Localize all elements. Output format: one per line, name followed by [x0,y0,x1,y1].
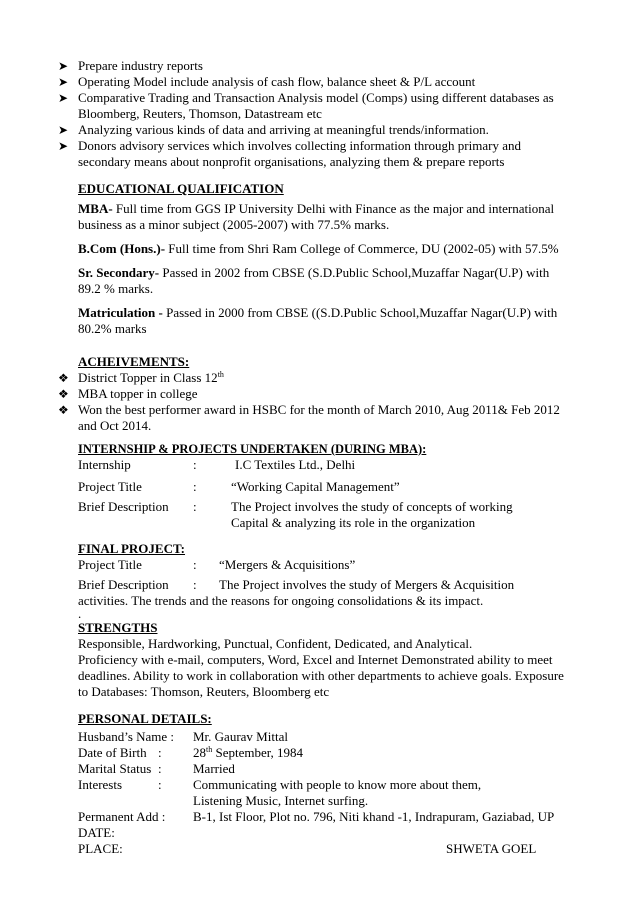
matriculation-line [78,305,557,321]
project-title-label: Project Title [78,557,142,572]
superscript: th [206,745,213,754]
list-item-continuation: secondary means about nonprofit organisations, analyzing them & prepare reports [78,154,505,169]
brief-description-label: Brief Description [78,577,169,592]
secondary-label: Sr. Secondary- [78,265,160,280]
brief-description-value: The Project involves the study of Mergers & Acquisition [219,577,515,592]
row-colon: : [158,745,162,760]
husband-name-label: Husband’s Name : [78,729,175,744]
row-value-continuation: Capital & analyzing its role in the organization [231,515,476,530]
list-item: Comparative Trading and Transaction Analysis model (Comps) using different databases as [78,90,554,105]
row-value: “Working Capital Management” [231,479,400,494]
list-item-continuation: and Oct 2014. [78,418,152,433]
matriculation-text: Passed in 2000 from CBSE ((S.D.Public School,Muzaffar Nagar(U.P) with [162,305,558,320]
diamond-bullet-icon: ❖ [58,403,69,417]
interests-label: Interests [78,777,123,792]
matriculation-line-2: 80.2% marks [78,321,147,336]
arrow-bullet-icon: ➤ [58,59,69,73]
permanent-address-label: Permanent Add : [78,809,166,824]
secondary-line [78,265,549,281]
personal-details-heading: PERSONAL DETAILS: [78,711,212,726]
strengths-line: to Databases: Thomson, Reuters, Bloomberg etc [78,684,330,699]
final-project-heading: FINAL PROJECT: [78,541,186,556]
education-heading: EDUCATIONAL QUALIFICATION [78,181,284,196]
arrow-bullet-icon: ➤ [58,91,69,105]
row-colon: : [158,761,162,776]
row-colon: : [158,777,162,792]
list-item [78,370,224,386]
dob-day: 28 [193,745,206,760]
list-item: Won the best performer award in HSBC for the month of March 2010, Aug 2011& Feb 2012 [78,402,560,417]
permanent-address-value: B-1, Ist Floor, Plot no. 796, Niti khand -1, Indrapuram, Gaziabad, UP [193,809,555,824]
row-colon: : [193,499,197,514]
diamond-bullet-icon: ❖ [58,387,69,401]
brief-description-continuation: activities. The trends and the reasons for ongoing consolidations & its impact. [78,593,484,608]
interests-value-continuation: Listening Music, Internet surfing. [193,793,369,808]
husband-name-value: Mr. Gaurav Mittal [193,729,288,744]
mba-label: MBA- [78,201,113,216]
row-colon: : [193,557,197,572]
strengths-line: Responsible, Hardworking, Punctual, Confident, Dedicated, and Analytical. [78,636,473,651]
superscript: th [217,370,224,379]
list-item-continuation: Bloomberg, Reuters, Thomson, Datastream etc [78,106,322,121]
strengths-line: Proficiency with e-mail, computers, Word, Excel and Internet Demonstrated ability to meet [78,652,553,667]
bcom-line [78,241,559,257]
achievements-heading: ACHEIVEMENTS: [78,354,190,369]
list-item: Analyzing various kinds of data and arriving at meaningful trends/information. [78,122,489,137]
list-item: Prepare industry reports [78,58,203,73]
list-item: Donors advisory services which involves collecting information through primary and [78,138,521,153]
secondary-text: Passed in 2002 from CBSE (S.D.Public School,Muzaffar Nagar(U.P) with [159,265,550,280]
arrow-bullet-icon: ➤ [58,75,69,89]
diamond-bullet-icon: ❖ [58,371,69,385]
row-label: Project Title [78,479,142,494]
strengths-line: deadlines. Ability to work in collaboration with other departments to achieve goals. Exposure [78,668,564,683]
place-label: PLACE: [78,841,123,856]
row-label: Internship [78,457,131,472]
interests-value: Communicating with people to know more about them, [193,777,482,792]
row-colon: : [193,457,197,472]
mba-text: Full time from GGS IP University Delhi with Finance as the major and international [112,201,555,216]
matriculation-label: Matriculation - [78,305,163,320]
list-item: MBA topper in college [78,386,198,401]
arrow-bullet-icon: ➤ [58,139,69,153]
secondary-line-2: 89.2 % marks. [78,281,154,296]
strengths-heading: STRENGTHS [78,620,158,635]
date-label: DATE: [78,825,115,840]
achievement-text: District Topper in Class 12 [78,370,218,385]
mba-line [78,201,554,217]
stray-dot: . [78,606,82,621]
bcom-label: B.Com (Hons.)- [78,241,166,256]
bcom-text: Full time from Shri Ram College of Commerce, DU (2002-05) with 57.5% [165,241,559,256]
row-value: I.C Textiles Ltd., Delhi [235,457,356,472]
row-label: Brief Description [78,499,169,514]
list-item: Operating Model include analysis of cash flow, balance sheet & P/L account [78,74,476,89]
row-colon: : [193,479,197,494]
marital-status-label: Marital Status [78,761,152,776]
row-value: The Project involves the study of concepts of working [231,499,513,514]
mba-line-2: business as a minor subject (2005-2007) with 77.5% marks. [78,217,390,232]
signature-name: SHWETA GOEL [446,841,537,856]
marital-status-value: Married [193,761,235,776]
dob-rest: September, 1984 [212,745,304,760]
dob-value [193,745,303,761]
project-title-value: “Mergers & Acquisitions” [219,557,356,572]
arrow-bullet-icon: ➤ [58,123,69,137]
dob-label: Date of Birth [78,745,147,760]
row-colon: : [193,577,197,592]
internship-heading: INTERNSHIP & PROJECTS UNDERTAKEN (DURING MBA): [78,442,427,456]
